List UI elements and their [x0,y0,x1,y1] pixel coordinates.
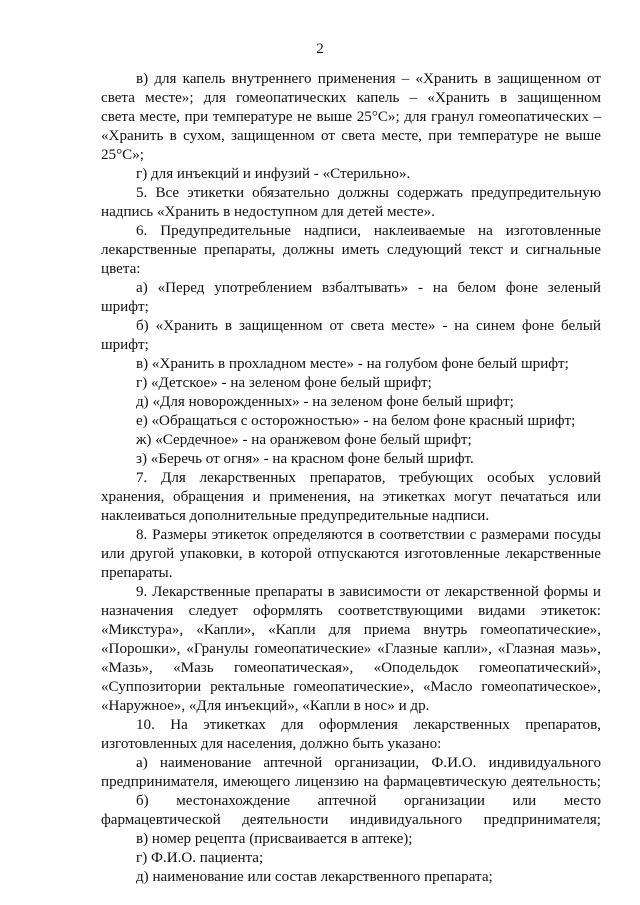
text-line: препараты. [101,565,173,581]
text-line: 7. Для лекарственных препаратов, требующих особых условий [136,470,601,486]
text-line: в) номер рецепта (присваивается в аптеке); [136,831,413,847]
text-line: назначения следует оформлять соответствующими видами этикеток: [101,603,601,619]
text-line: 6. Предупредительные надписи, наклеиваемые на изготовленные [136,223,601,239]
text-line: шрифт; [101,337,149,353]
text-line: «Суппозитории ректальные гомеопатические», «Масло гомеопатическое», [101,679,601,695]
text-line: лекарственные препараты, должны иметь следующий текст и сигнальные [101,242,601,258]
text-line: в) для капель внутреннего применения – «Хранить в защищенном от [136,71,601,87]
text-line: или другой упаковки, в которой отпускаются изготовленные лекарственные [101,546,601,562]
text-line: 10. На этикетках для оформления лекарственных препаратов, [136,717,601,733]
text-line: света месте»; для гомеопатических капель – «Хранить в защищенном [101,90,601,106]
text-line: света месте, при температуре не выше 25°С»; для гранул гомеопатических – [101,109,601,125]
text-line: г) Ф.И.О. пациента; [136,850,264,866]
text-line: г) для инъекций и инфузий - «Стерильно». [136,166,411,182]
text-line: надпись «Хранить в недоступном для детей месте». [101,204,435,220]
text-line: а) «Перед употреблением взбалтывать» - на белом фоне зеленый [136,280,601,296]
text-line: 9. Лекарственные препараты в зависимости от лекарственной формы и [136,584,601,600]
text-line: «Наружное», «Для инъекций», «Капли в нос» и др. [101,698,430,714]
text-line: а) наименование аптечной организации, Ф.И.О. индивидуального [136,755,601,771]
text-line: наклеиваться дополнительные предупредительные надписи. [101,508,490,524]
text-line: д) «Для новорожденных» - на зеленом фоне белый шрифт; [136,394,514,410]
text-line: 5. Все этикетки обязательно должны содержать предупредительную [136,185,601,201]
text-line: в) «Хранить в прохладном месте» - на голубом фоне белый шрифт; [136,356,569,372]
text-line: е) «Обращаться с осторожностью» - на белом фоне красный шрифт; [136,413,576,429]
page-number: 2 [316,41,324,57]
text-line: «Порошки», «Гранулы гомеопатические» «Глазные капли», «Глазная мазь», [101,641,601,657]
text-line: з) «Беречь от огня» - на красном фоне белый шрифт. [136,451,474,467]
text-line: «Мазь», «Мазь гомеопатическая», «Оподельдок гомеопатический», [101,660,601,676]
text-line: ж) «Сердечное» - на оранжевом фоне белый шрифт; [136,432,472,448]
text-line: 8. Размеры этикеток определяются в соответствии с размерами посуды [136,527,601,543]
text-line: «Микстура», «Капли», «Капли для приема внутрь гомеопатические», [101,622,601,638]
text-line: изготовленных для населения, должно быть указано: [101,736,442,752]
text-line: г) «Детское» - на зеленом фоне белый шрифт; [136,375,432,391]
text-line: б) «Хранить в защищенном от света месте» - на синем фоне белый [136,318,601,334]
text-line: фармацевтической деятельности индивидуального предпринимателя; [101,812,601,828]
text-line: 25°С»; [101,147,144,163]
text-line: «Хранить в сухом, защищенном от света месте, при температуре не выше [101,128,601,144]
text-line: цвета: [101,261,141,277]
text-line: д) наименование или состав лекарственного препарата; [136,869,493,885]
text-line: б) местонахождение аптечной организации или место [136,793,601,809]
text-line: хранения, обращения и применения, на этикетках могут печататься или [101,489,601,505]
text-line: шрифт; [101,299,149,315]
text-line: предпринимателя, имеющего лицензию на фармацевтическую деятельность; [101,774,601,790]
